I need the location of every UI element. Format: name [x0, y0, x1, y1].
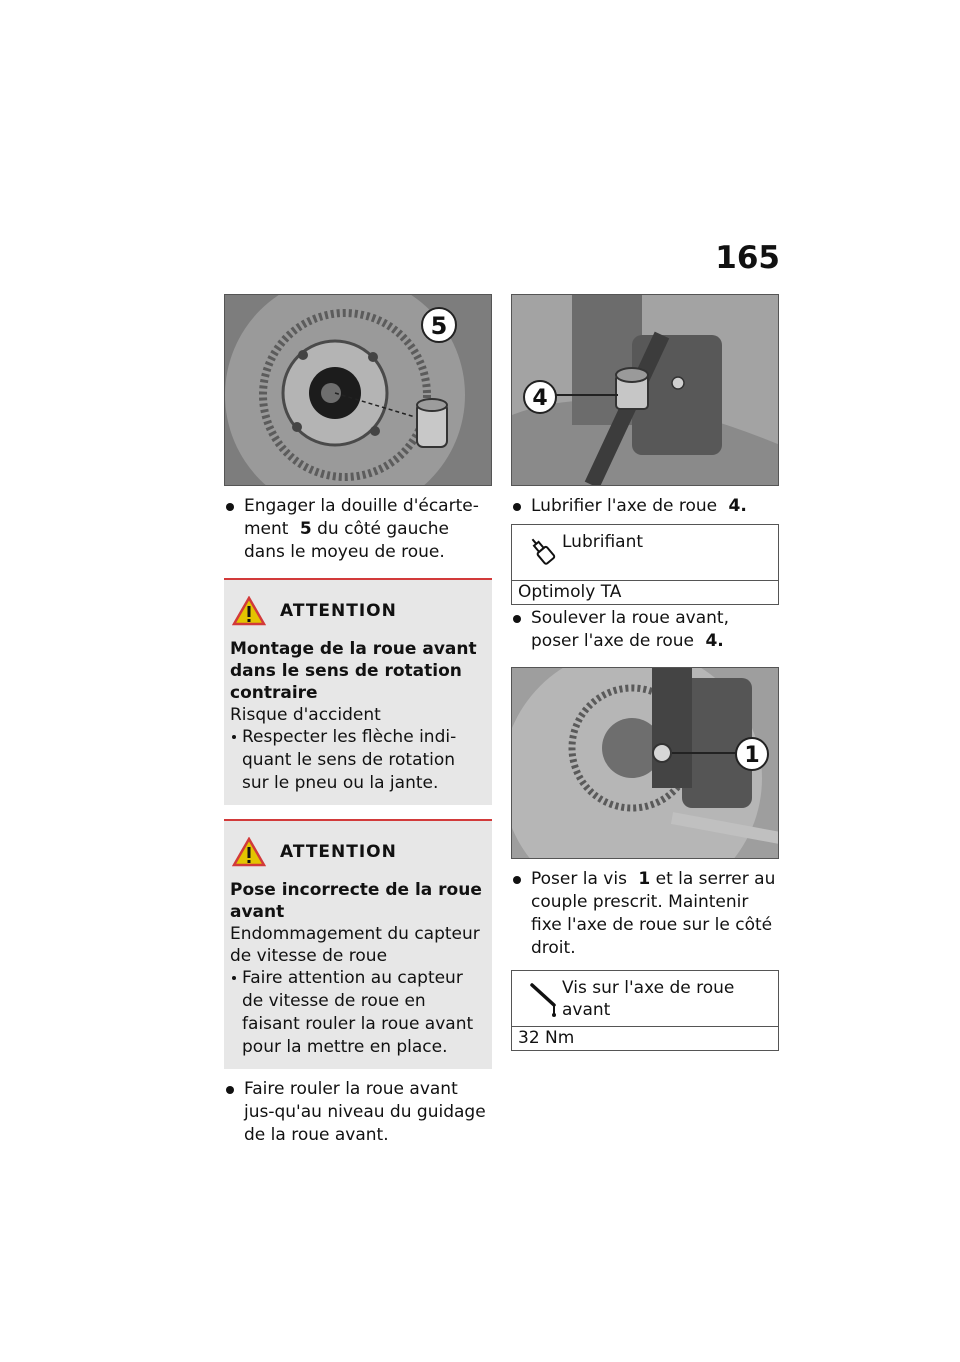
- left-column: [224, 294, 492, 1147]
- bullet-dot: [513, 615, 521, 623]
- photo-callout-4: 4: [532, 386, 548, 411]
- right-column: [511, 294, 779, 1051]
- warning-item: Faire attention au capteur de vitesse de roue en faisant rouler la roue avant pour la mettre en place.: [230, 967, 486, 1059]
- page-number: 165: [715, 240, 780, 276]
- bullet-dot: [513, 503, 521, 511]
- warning-item: Respecter les flèche indi-quant le sens de rotation sur le pneu ou la jante.: [230, 726, 486, 795]
- photo-spacer-sleeve: [224, 294, 492, 486]
- step-roll-wheel: Faire rouler la roue avant jus-qu'au niveau du guidage de la roue avant.: [224, 1078, 492, 1147]
- warning-text: Risque d'accident: [230, 705, 381, 725]
- warning-subtitle: Montage de la roue avant dans le sens de rotation contraire: [230, 639, 477, 703]
- photo-axle-screw: [511, 667, 779, 859]
- spec-label: Vis sur l'axe de roue avant: [562, 978, 735, 1020]
- photo-callout-1: 1: [744, 743, 760, 768]
- warning-box-sensor: [224, 819, 492, 1069]
- photo-wheel-axle: [511, 294, 779, 486]
- warning-text: Endommagement du capteur de vitesse de roue: [230, 924, 480, 966]
- warning-title: ATTENTION: [280, 601, 397, 621]
- lubricant-icon: [528, 535, 560, 571]
- warning-triangle-icon: [232, 596, 266, 626]
- spec-value: Optimoly TA: [518, 582, 622, 602]
- bullet-dot: [226, 503, 234, 511]
- step-lubricate-axle: Lubrifier l'axe de roue 4.: [511, 495, 779, 518]
- warning-title: ATTENTION: [280, 842, 397, 862]
- bullet-dot: [226, 1086, 234, 1094]
- torque-wrench-icon: [528, 981, 560, 1017]
- step-install-screw: Poser la vis 1 et la serrer au couple prescrit. Maintenir fixe l'axe de roue sur le côté droit.: [511, 868, 779, 960]
- spec-table-torque: [511, 970, 779, 1051]
- step-lift-wheel: Soulever la roue avant, poser l'axe de roue 4.: [511, 607, 779, 653]
- warning-subtitle: Pose incorrecte de la roue avant: [230, 880, 482, 922]
- bullet-dot: [513, 876, 521, 884]
- step-engage-sleeve: Engager la douille d'écarte-ment 5 du côté gauche dans le moyeu de roue.: [224, 495, 492, 564]
- photo-callout-5: 5: [430, 312, 448, 340]
- warning-box-rotation: [224, 578, 492, 805]
- spec-value: 32 Nm: [518, 1028, 575, 1048]
- warning-triangle-icon: [232, 837, 266, 867]
- spec-label: Lubrifiant: [562, 532, 644, 552]
- spec-table-lubricant: [511, 524, 779, 605]
